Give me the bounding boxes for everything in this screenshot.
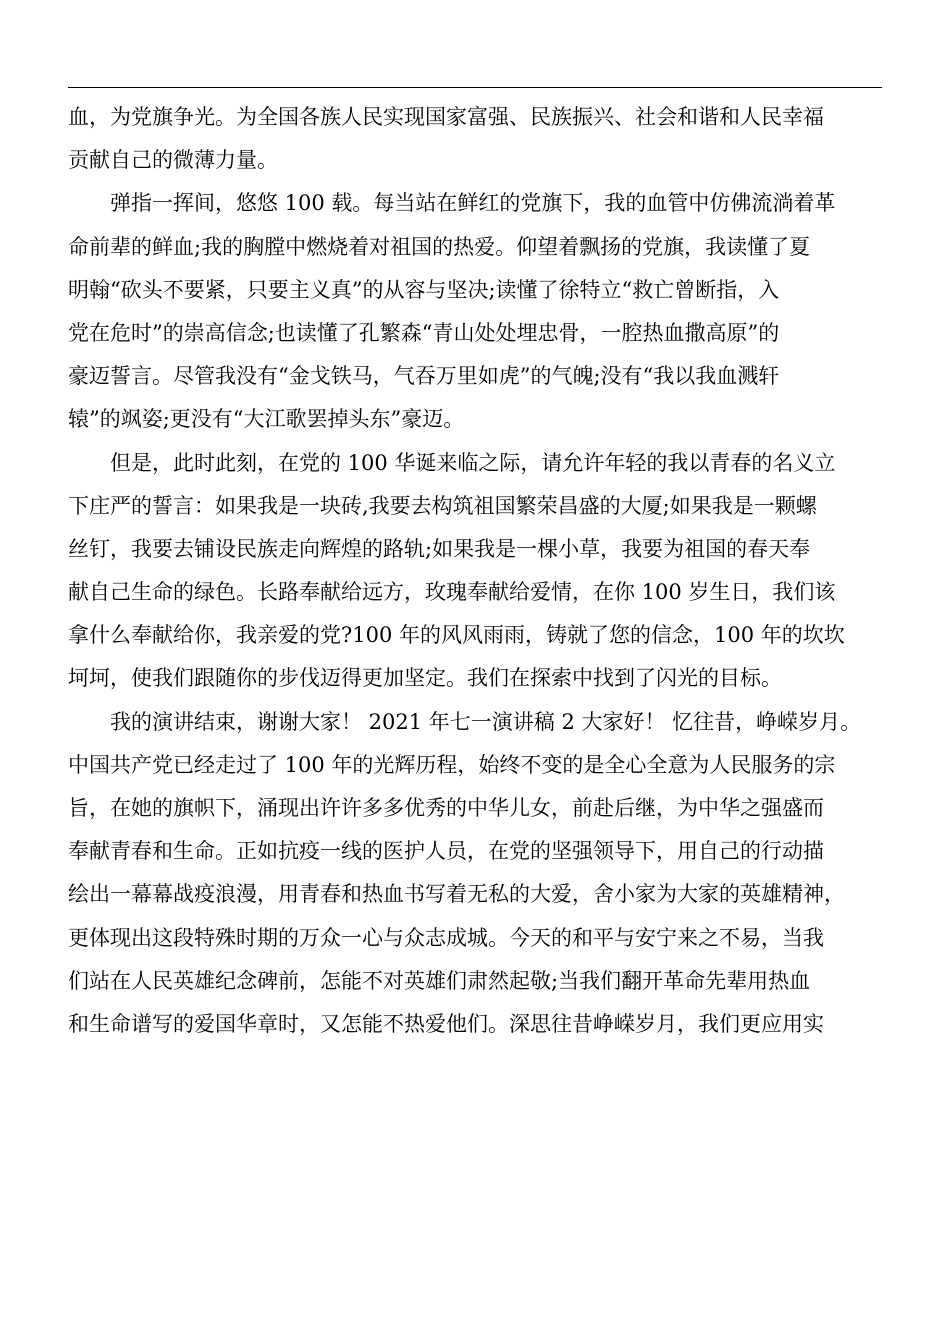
text-line: 拿什么奉献给你，我亲爱的党?100 年的风风雨雨，铸就了您的信念，100 年的坎坎	[68, 623, 845, 648]
text-line: 我的演讲结束，谢谢大家！ 2021 年七一演讲稿 2 大家好！ 忆往昔，峥嵘岁月。	[110, 709, 862, 734]
text-line: 奉献青春和生命。正如抗疫一线的医护人员，在党的坚强领导下，用自己的行动描	[68, 839, 824, 864]
text-line: 丝钉，我要去铺设民族走向辉煌的路轨;如果我是一棵小草，我要为祖国的春天奉	[68, 536, 811, 561]
text-line: 绘出一幕幕战疫浪漫，用青春和热血书写着无私的大爱，舍小家为大家的英雄精神，	[68, 882, 845, 907]
text-line: 弹指一挥间，悠悠 100 载。每当站在鲜红的党旗下，我的血管中仿佛流淌着革	[110, 191, 836, 216]
text-line: 下庄严的誓言：如果我是一块砖,我要去构筑祖国繁荣昌盛的大厦;如果我是一颗螺	[68, 493, 817, 518]
text-line: 辕”的飒姿;更没有“大江歌罢掉头东”豪迈。	[68, 407, 465, 432]
text-line: 血，为党旗争光。为全国各族人民实现国家富强、民族振兴、社会和谐和人民幸福	[68, 105, 824, 129]
text-line: 献自己生命的绿色。长路奉献给远方，玫瑰奉献给爱情，在你 100 岁生日，我们该	[68, 580, 836, 605]
text-line: 命前辈的鲜血;我的胸膛中燃烧着对祖国的热爱。仰望着飘扬的党旗，我读懂了夏	[68, 234, 811, 259]
text-line: 贡献自己的微薄力量。	[68, 148, 278, 173]
text-line: 中国共产党已经走过了 100 年的光辉历程，始终不变的是全心全意为人民服务的宗	[68, 752, 836, 777]
text-line: 明翰“砍头不要紧，只要主义真”的从容与坚决;读懂了徐特立“救亡曾断指，入	[68, 277, 780, 302]
document-body	[68, 96, 882, 1046]
text-line: 豪迈誓言。尽管我没有“金戈铁马，气吞万里如虎”的气魄;没有“我以我血溅轩	[68, 364, 780, 389]
text-line: 更体现出这段特殊时期的万众一心与众志成城。今天的和平与安宁来之不易，当我	[68, 925, 824, 950]
text-line: 党在危时”的崇高信念;也读懂了孔繁森“青山处处埋忠骨，一腔热血撒高原”的	[68, 320, 780, 345]
text-line: 和生命谱写的爱国华章时，又怎能不热爱他们。深思往昔峥嵘岁月，我们更应用实	[68, 1011, 824, 1036]
text-line: 旨，在她的旗帜下，涌现出许许多多优秀的中华儿女，前赴后继，为中华之强盛而	[68, 796, 824, 820]
text-line: 们站在人民英雄纪念碑前，怎能不对英雄们肃然起敬;当我们翻开革命先辈用热血	[68, 968, 811, 993]
text-line: 坷坷，使我们跟随你的步伐迈得更加坚定。我们在探索中找到了闪光的目标。	[68, 666, 782, 691]
text-line: 但是，此时此刻，在党的 100 华诞来临之际，请允许年轻的我以青春的名义立	[110, 450, 836, 475]
header-rule	[68, 87, 882, 88]
